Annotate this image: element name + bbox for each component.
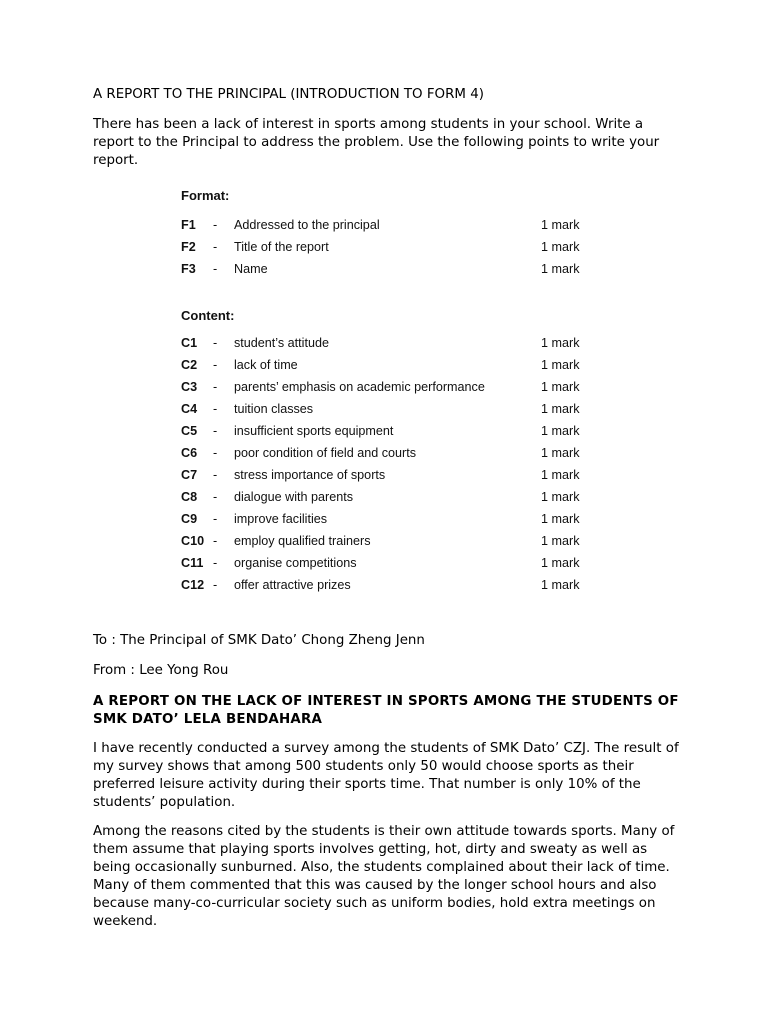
report-paragraph: I have recently conducted a survey among the students of SMK Dato’ CZJ. The result of my survey shows that among 500 students only 50 would choose sports as their preferred leisure activity during their sports time. That number is only 10% of the students’ population. [93, 741, 679, 810]
item-description: employ qualified trainers [234, 534, 371, 548]
item-mark: 1 mark [541, 240, 580, 254]
item-code: F2 [181, 240, 196, 254]
item-dash: - [213, 556, 218, 570]
item-mark: 1 mark [541, 468, 580, 482]
content-row [181, 402, 601, 422]
item-description: dialogue with parents [234, 490, 354, 504]
content-row [181, 534, 601, 554]
item-mark: 1 mark [541, 424, 580, 438]
content-section-title: Content: [181, 308, 235, 323]
item-description: lack of time [234, 358, 298, 372]
item-code: C8 [181, 490, 198, 504]
content-row [181, 556, 601, 576]
item-dash: - [213, 446, 218, 460]
report-to-line: To : The Principal of SMK Dato’ Chong Zheng Jenn [93, 633, 425, 648]
item-description: Name [234, 262, 268, 276]
format-row [181, 262, 601, 282]
item-code: C3 [181, 380, 198, 394]
item-mark: 1 mark [541, 446, 580, 460]
item-code: C1 [181, 336, 198, 350]
document-heading: A REPORT TO THE PRINCIPAL (INTRODUCTION TO FORM 4) [93, 87, 484, 102]
item-dash: - [213, 262, 218, 276]
item-description: organise competitions [234, 556, 357, 570]
item-dash: - [213, 336, 218, 350]
item-code: F3 [181, 262, 196, 276]
item-mark: 1 mark [541, 336, 580, 350]
item-dash: - [213, 578, 218, 592]
item-dash: - [213, 534, 218, 548]
item-description: student’s attitude [234, 336, 329, 350]
item-mark: 1 mark [541, 262, 580, 276]
item-description: parents’ emphasis on academic performance [234, 380, 485, 394]
item-mark: 1 mark [541, 402, 580, 416]
content-row [181, 512, 601, 532]
content-row [181, 490, 601, 510]
report-from-line: From : Lee Yong Rou [93, 663, 229, 678]
content-row [181, 468, 601, 488]
format-row [181, 240, 601, 260]
item-mark: 1 mark [541, 512, 580, 526]
item-mark: 1 mark [541, 218, 580, 232]
content-row [181, 358, 601, 378]
item-dash: - [213, 490, 218, 504]
item-dash: - [213, 240, 218, 254]
item-description: tuition classes [234, 402, 314, 416]
item-dash: - [213, 380, 218, 394]
item-code: C5 [181, 424, 198, 438]
item-description: offer attractive prizes [234, 578, 351, 592]
item-dash: - [213, 358, 218, 372]
format-row [181, 218, 601, 238]
item-dash: - [213, 402, 218, 416]
item-code: C7 [181, 468, 198, 482]
item-description: improve facilities [234, 512, 328, 526]
item-code: C12 [181, 578, 205, 592]
item-dash: - [213, 424, 218, 438]
item-dash: - [213, 468, 218, 482]
item-mark: 1 mark [541, 578, 580, 592]
item-dash: - [213, 512, 218, 526]
item-description: poor condition of field and courts [234, 446, 417, 460]
content-row [181, 380, 601, 400]
item-mark: 1 mark [541, 534, 580, 548]
item-code: C9 [181, 512, 198, 526]
item-code: C11 [181, 556, 204, 570]
item-description: Title of the report [234, 240, 329, 254]
item-mark: 1 mark [541, 380, 580, 394]
item-code: C10 [181, 534, 205, 548]
format-section-title: Format: [181, 188, 230, 203]
content-row [181, 336, 601, 356]
content-row [181, 446, 601, 466]
item-mark: 1 mark [541, 556, 580, 570]
item-mark: 1 mark [541, 490, 580, 504]
task-instruction: There has been a lack of interest in sports among students in your school. Write a report to the Principal to address the problem. Use the following points to write your report. [93, 117, 660, 168]
item-code: C6 [181, 446, 198, 460]
item-description: Addressed to the principal [234, 218, 380, 232]
item-code: F1 [181, 218, 196, 232]
item-code: C2 [181, 358, 198, 372]
item-dash: - [213, 218, 218, 232]
item-code: C4 [181, 402, 198, 416]
report-title: A REPORT ON THE LACK OF INTEREST IN SPORTS AMONG THE STUDENTS OF SMK DATO’ LELA BENDAHARA [93, 694, 679, 727]
content-row [181, 424, 601, 444]
item-description: insufficient sports equipment [234, 424, 394, 438]
report-paragraph: Among the reasons cited by the students is their own attitude towards sports. Many of them assume that playing sports involves getting, hot, dirty and sweaty as well as being occasionally sunburned. Also, the students complained about their lack of time. Many of them commented that this was caused by the longer school hours and also because many-co-curricular society such as uniform bodies, hold extra meetings on weekend. [93, 824, 675, 929]
content-row [181, 578, 601, 598]
item-mark: 1 mark [541, 358, 580, 372]
item-description: stress importance of sports [234, 468, 386, 482]
